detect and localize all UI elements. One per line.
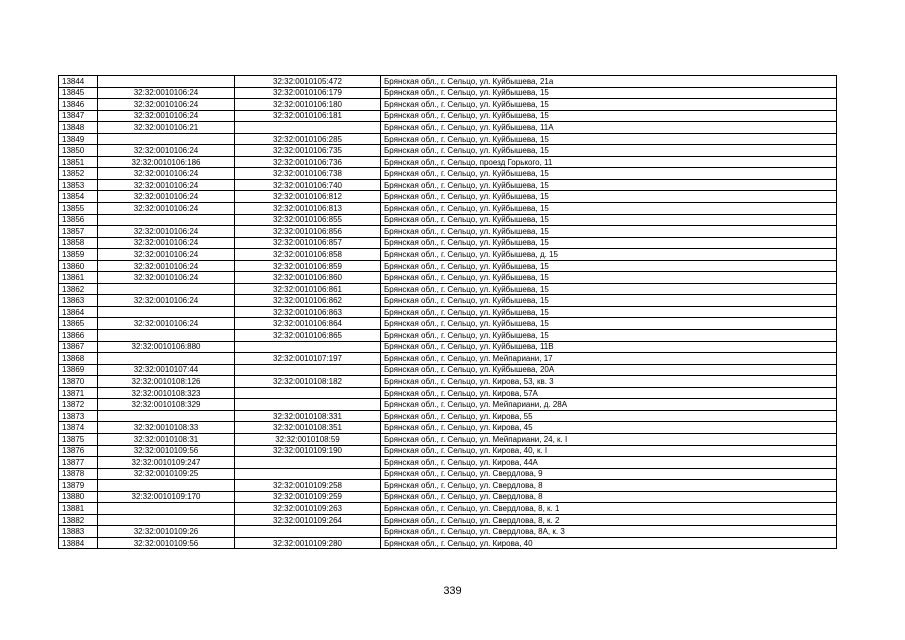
building-cadastral-number-cell: 32:32:0010106:180 [235, 99, 381, 111]
address-cell: Брянская обл., г. Сельцо, ул. Кирова, 40 [381, 537, 837, 549]
address-cell: Брянская обл., г. Сельцо, ул. Куйбышева, 15 [381, 283, 837, 295]
land-cadastral-number-cell [98, 353, 235, 365]
table-row [59, 445, 837, 457]
row-number-cell: 13857 [59, 226, 98, 238]
land-cadastral-number-cell: 32:32:0010106:24 [98, 168, 235, 180]
row-number-cell: 13861 [59, 272, 98, 284]
building-cadastral-number-cell: 32:32:0010106:864 [235, 318, 381, 330]
row-number-cell: 13883 [59, 526, 98, 538]
address-cell: Брянская обл., г. Сельцо, ул. Кирова, 40, к. I [381, 445, 837, 457]
land-cadastral-number-cell [98, 503, 235, 515]
row-number-cell: 13848 [59, 122, 98, 134]
building-cadastral-number-cell: 32:32:0010106:856 [235, 226, 381, 238]
land-cadastral-number-cell [98, 214, 235, 226]
row-number-cell: 13846 [59, 99, 98, 111]
row-number-cell: 13854 [59, 191, 98, 203]
land-cadastral-number-cell: 32:32:0010106:24 [98, 295, 235, 307]
land-cadastral-number-cell: 32:32:0010108:323 [98, 387, 235, 399]
table-row [59, 226, 837, 238]
row-number-cell: 13871 [59, 387, 98, 399]
land-cadastral-number-cell: 32:32:0010108:33 [98, 422, 235, 434]
table-row [59, 399, 837, 411]
land-cadastral-number-cell: 32:32:0010107:44 [98, 364, 235, 376]
row-number-cell: 13882 [59, 514, 98, 526]
land-cadastral-number-cell: 32:32:0010109:26 [98, 526, 235, 538]
land-cadastral-number-cell: 32:32:0010108:329 [98, 399, 235, 411]
building-cadastral-number-cell [235, 387, 381, 399]
address-cell: Брянская обл., г. Сельцо, ул. Куйбышева, 15 [381, 145, 837, 157]
table-row [59, 99, 837, 111]
row-number-cell: 13866 [59, 330, 98, 342]
row-number-cell: 13880 [59, 491, 98, 503]
land-cadastral-number-cell: 32:32:0010106:21 [98, 122, 235, 134]
row-number-cell: 13845 [59, 87, 98, 99]
table-row [59, 214, 837, 226]
row-number-cell: 13878 [59, 468, 98, 480]
row-number-cell: 13873 [59, 410, 98, 422]
building-cadastral-number-cell: 32:32:0010107:197 [235, 353, 381, 365]
building-cadastral-number-cell [235, 468, 381, 480]
row-number-cell: 13852 [59, 168, 98, 180]
building-cadastral-number-cell: 32:32:0010106:862 [235, 295, 381, 307]
row-number-cell: 13855 [59, 203, 98, 215]
table-row [59, 387, 837, 399]
address-cell: Брянская обл., г. Сельцо, ул. Куйбышева, 15 [381, 179, 837, 191]
row-number-cell: 13859 [59, 249, 98, 261]
address-cell: Брянская обл., г. Сельцо, ул. Куйбышева, 11В [381, 341, 837, 353]
land-cadastral-number-cell: 32:32:0010109:56 [98, 445, 235, 457]
address-cell: Брянская обл., г. Сельцо, ул. Свердлова, 8, к. 2 [381, 514, 837, 526]
table-row [59, 353, 837, 365]
table-row [59, 457, 837, 469]
table-row [59, 133, 837, 145]
table-row [59, 191, 837, 203]
cadastral-registry-table [58, 75, 837, 549]
address-cell: Брянская обл., г. Сельцо, ул. Куйбышева, 15 [381, 237, 837, 249]
building-cadastral-number-cell: 32:32:0010108:351 [235, 422, 381, 434]
building-cadastral-number-cell: 32:32:0010106:738 [235, 168, 381, 180]
row-number-cell: 13870 [59, 376, 98, 388]
building-cadastral-number-cell: 32:32:0010106:861 [235, 283, 381, 295]
address-cell: Брянская обл., г. Сельцо, ул. Куйбышева, 11А [381, 122, 837, 134]
land-cadastral-number-cell: 32:32:0010106:24 [98, 110, 235, 122]
row-number-cell: 13849 [59, 133, 98, 145]
address-cell: Брянская обл., г. Сельцо, ул. Куйбышева, 15 [381, 133, 837, 145]
row-number-cell: 13868 [59, 353, 98, 365]
land-cadastral-number-cell [98, 76, 235, 88]
table-row [59, 503, 837, 515]
table-row [59, 145, 837, 157]
building-cadastral-number-cell [235, 341, 381, 353]
building-cadastral-number-cell [235, 122, 381, 134]
address-cell: Брянская обл., г. Сельцо, ул. Кирова, 44А [381, 457, 837, 469]
land-cadastral-number-cell: 32:32:0010106:24 [98, 87, 235, 99]
table-row [59, 110, 837, 122]
building-cadastral-number-cell: 32:32:0010106:285 [235, 133, 381, 145]
building-cadastral-number-cell: 32:32:0010106:813 [235, 203, 381, 215]
table-row [59, 318, 837, 330]
row-number-cell: 13876 [59, 445, 98, 457]
building-cadastral-number-cell: 32:32:0010106:740 [235, 179, 381, 191]
address-cell: Брянская обл., г. Сельцо, ул. Свердлова, 8, к. 1 [381, 503, 837, 515]
row-number-cell: 13850 [59, 145, 98, 157]
table-row [59, 295, 837, 307]
row-number-cell: 13869 [59, 364, 98, 376]
address-cell: Брянская обл., г. Сельцо, ул. Мейпариани, д. 28А [381, 399, 837, 411]
address-cell: Брянская обл., г. Сельцо, ул. Кирова, 53, кв. 3 [381, 376, 837, 388]
row-number-cell: 13884 [59, 537, 98, 549]
address-cell: Брянская обл., г. Сельцо, ул. Куйбышева, 15 [381, 318, 837, 330]
table-row [59, 168, 837, 180]
row-number-cell: 13847 [59, 110, 98, 122]
row-number-cell: 13863 [59, 295, 98, 307]
table-row [59, 341, 837, 353]
row-number-cell: 13862 [59, 283, 98, 295]
table-row [59, 480, 837, 492]
building-cadastral-number-cell: 32:32:0010106:859 [235, 260, 381, 272]
table-row [59, 179, 837, 191]
building-cadastral-number-cell: 32:32:0010106:857 [235, 237, 381, 249]
building-cadastral-number-cell: 32:32:0010106:855 [235, 214, 381, 226]
land-cadastral-number-cell [98, 306, 235, 318]
table-row [59, 526, 837, 538]
building-cadastral-number-cell: 32:32:0010106:812 [235, 191, 381, 203]
building-cadastral-number-cell: 32:32:0010109:264 [235, 514, 381, 526]
land-cadastral-number-cell: 32:32:0010109:247 [98, 457, 235, 469]
address-cell: Брянская обл., г. Сельцо, ул. Свердлова, 9 [381, 468, 837, 480]
land-cadastral-number-cell [98, 514, 235, 526]
row-number-cell: 13881 [59, 503, 98, 515]
address-cell: Брянская обл., г. Сельцо, ул. Куйбышева, 15 [381, 87, 837, 99]
table-row [59, 272, 837, 284]
land-cadastral-number-cell [98, 480, 235, 492]
table-row [59, 76, 837, 88]
building-cadastral-number-cell: 32:32:0010106:736 [235, 156, 381, 168]
address-cell: Брянская обл., г. Сельцо, ул. Кирова, 45 [381, 422, 837, 434]
address-cell: Брянская обл., г. Сельцо, ул. Куйбышева, 15 [381, 203, 837, 215]
address-cell: Брянская обл., г. Сельцо, ул. Куйбышева, 20А [381, 364, 837, 376]
land-cadastral-number-cell: 32:32:0010106:24 [98, 249, 235, 261]
table-row [59, 514, 837, 526]
table-row [59, 87, 837, 99]
table-row [59, 422, 837, 434]
row-number-cell: 13865 [59, 318, 98, 330]
building-cadastral-number-cell: 32:32:0010108:182 [235, 376, 381, 388]
address-cell: Брянская обл., г. Сельцо, ул. Куйбышева, 15 [381, 168, 837, 180]
address-cell: Брянская обл., г. Сельцо, ул. Свердлова, 8А, к. 3 [381, 526, 837, 538]
address-cell: Брянская обл., г. Сельцо, ул. Куйбышева, 15 [381, 110, 837, 122]
row-number-cell: 13875 [59, 433, 98, 445]
land-cadastral-number-cell: 32:32:0010106:24 [98, 318, 235, 330]
building-cadastral-number-cell: 32:32:0010106:865 [235, 330, 381, 342]
row-number-cell: 13879 [59, 480, 98, 492]
address-cell: Брянская обл., г. Сельцо, ул. Куйбышева, 15 [381, 191, 837, 203]
row-number-cell: 13877 [59, 457, 98, 469]
building-cadastral-number-cell: 32:32:0010109:259 [235, 491, 381, 503]
land-cadastral-number-cell: 32:32:0010106:24 [98, 99, 235, 111]
building-cadastral-number-cell: 32:32:0010106:858 [235, 249, 381, 261]
table-row [59, 306, 837, 318]
row-number-cell: 13844 [59, 76, 98, 88]
land-cadastral-number-cell: 32:32:0010106:880 [98, 341, 235, 353]
land-cadastral-number-cell: 32:32:0010106:24 [98, 145, 235, 157]
address-cell: Брянская обл., г. Сельцо, ул. Куйбышева, 15 [381, 214, 837, 226]
row-number-cell: 13874 [59, 422, 98, 434]
table-row [59, 260, 837, 272]
table-row [59, 237, 837, 249]
building-cadastral-number-cell: 32:32:0010106:863 [235, 306, 381, 318]
land-cadastral-number-cell: 32:32:0010109:56 [98, 537, 235, 549]
page-number: 339 [443, 585, 462, 597]
row-number-cell: 13851 [59, 156, 98, 168]
land-cadastral-number-cell [98, 283, 235, 295]
address-cell: Брянская обл., г. Сельцо, ул. Куйбышева, 15 [381, 306, 837, 318]
row-number-cell: 13860 [59, 260, 98, 272]
land-cadastral-number-cell [98, 133, 235, 145]
land-cadastral-number-cell: 32:32:0010106:24 [98, 237, 235, 249]
land-cadastral-number-cell [98, 330, 235, 342]
building-cadastral-number-cell: 32:32:0010109:263 [235, 503, 381, 515]
building-cadastral-number-cell: 32:32:0010109:258 [235, 480, 381, 492]
land-cadastral-number-cell [98, 410, 235, 422]
address-cell: Брянская обл., г. Сельцо, ул. Куйбышева, 15 [381, 260, 837, 272]
row-number-cell: 13856 [59, 214, 98, 226]
row-number-cell: 13853 [59, 179, 98, 191]
building-cadastral-number-cell: 32:32:0010106:860 [235, 272, 381, 284]
address-cell: Брянская обл., г. Сельцо, ул. Куйбышева, 15 [381, 295, 837, 307]
building-cadastral-number-cell: 32:32:0010108:59 [235, 433, 381, 445]
building-cadastral-number-cell: 32:32:0010106:179 [235, 87, 381, 99]
address-cell: Брянская обл., г. Сельцо, ул. Кирова, 57А [381, 387, 837, 399]
address-cell: Брянская обл., г. Сельцо, ул. Куйбышева, 15 [381, 99, 837, 111]
building-cadastral-number-cell [235, 457, 381, 469]
land-cadastral-number-cell: 32:32:0010106:186 [98, 156, 235, 168]
row-number-cell: 13864 [59, 306, 98, 318]
land-cadastral-number-cell: 32:32:0010106:24 [98, 179, 235, 191]
building-cadastral-number-cell [235, 526, 381, 538]
land-cadastral-number-cell: 32:32:0010109:25 [98, 468, 235, 480]
table-row [59, 410, 837, 422]
table-row [59, 203, 837, 215]
registry-table-body [59, 76, 837, 549]
table-row [59, 330, 837, 342]
table-row [59, 433, 837, 445]
building-cadastral-number-cell: 32:32:0010105:472 [235, 76, 381, 88]
row-number-cell: 13867 [59, 341, 98, 353]
land-cadastral-number-cell: 32:32:0010108:126 [98, 376, 235, 388]
table-row [59, 468, 837, 480]
table-row [59, 376, 837, 388]
address-cell: Брянская обл., г. Сельцо, ул. Куйбышева, 21а [381, 76, 837, 88]
table-row [59, 537, 837, 549]
table-row [59, 364, 837, 376]
table-row [59, 156, 837, 168]
address-cell: Брянская обл., г. Сельцо, ул. Свердлова, 8 [381, 480, 837, 492]
address-cell: Брянская обл., г. Сельцо, ул. Мейпариани, 24, к. I [381, 433, 837, 445]
building-cadastral-number-cell: 32:32:0010109:280 [235, 537, 381, 549]
address-cell: Брянская обл., г. Сельцо, ул. Куйбышева, 15 [381, 226, 837, 238]
building-cadastral-number-cell: 32:32:0010106:735 [235, 145, 381, 157]
building-cadastral-number-cell [235, 364, 381, 376]
building-cadastral-number-cell: 32:32:0010108:331 [235, 410, 381, 422]
land-cadastral-number-cell: 32:32:0010106:24 [98, 203, 235, 215]
land-cadastral-number-cell: 32:32:0010109:170 [98, 491, 235, 503]
table-row [59, 491, 837, 503]
land-cadastral-number-cell: 32:32:0010106:24 [98, 260, 235, 272]
row-number-cell: 13858 [59, 237, 98, 249]
address-cell: Брянская обл., г. Сельцо, ул. Свердлова, 8 [381, 491, 837, 503]
address-cell: Брянская обл., г. Сельцо, ул. Куйбышева, д. 15 [381, 249, 837, 261]
table-row [59, 122, 837, 134]
building-cadastral-number-cell [235, 399, 381, 411]
row-number-cell: 13872 [59, 399, 98, 411]
land-cadastral-number-cell: 32:32:0010106:24 [98, 226, 235, 238]
address-cell: Брянская обл., г. Сельцо, ул. Куйбышева, 15 [381, 272, 837, 284]
building-cadastral-number-cell: 32:32:0010109:190 [235, 445, 381, 457]
address-cell: Брянская обл., г. Сельцо, ул. Кирова, 55 [381, 410, 837, 422]
table-row [59, 249, 837, 261]
land-cadastral-number-cell: 32:32:0010108:31 [98, 433, 235, 445]
land-cadastral-number-cell: 32:32:0010106:24 [98, 272, 235, 284]
address-cell: Брянская обл., г. Сельцо, ул. Мейпариани, 17 [381, 353, 837, 365]
table-row [59, 283, 837, 295]
land-cadastral-number-cell: 32:32:0010106:24 [98, 191, 235, 203]
address-cell: Брянская обл., г. Сельцо, ул. Куйбышева, 15 [381, 330, 837, 342]
building-cadastral-number-cell: 32:32:0010106:181 [235, 110, 381, 122]
address-cell: Брянская обл., г. Сельцо, проезд Горького, 11 [381, 156, 837, 168]
